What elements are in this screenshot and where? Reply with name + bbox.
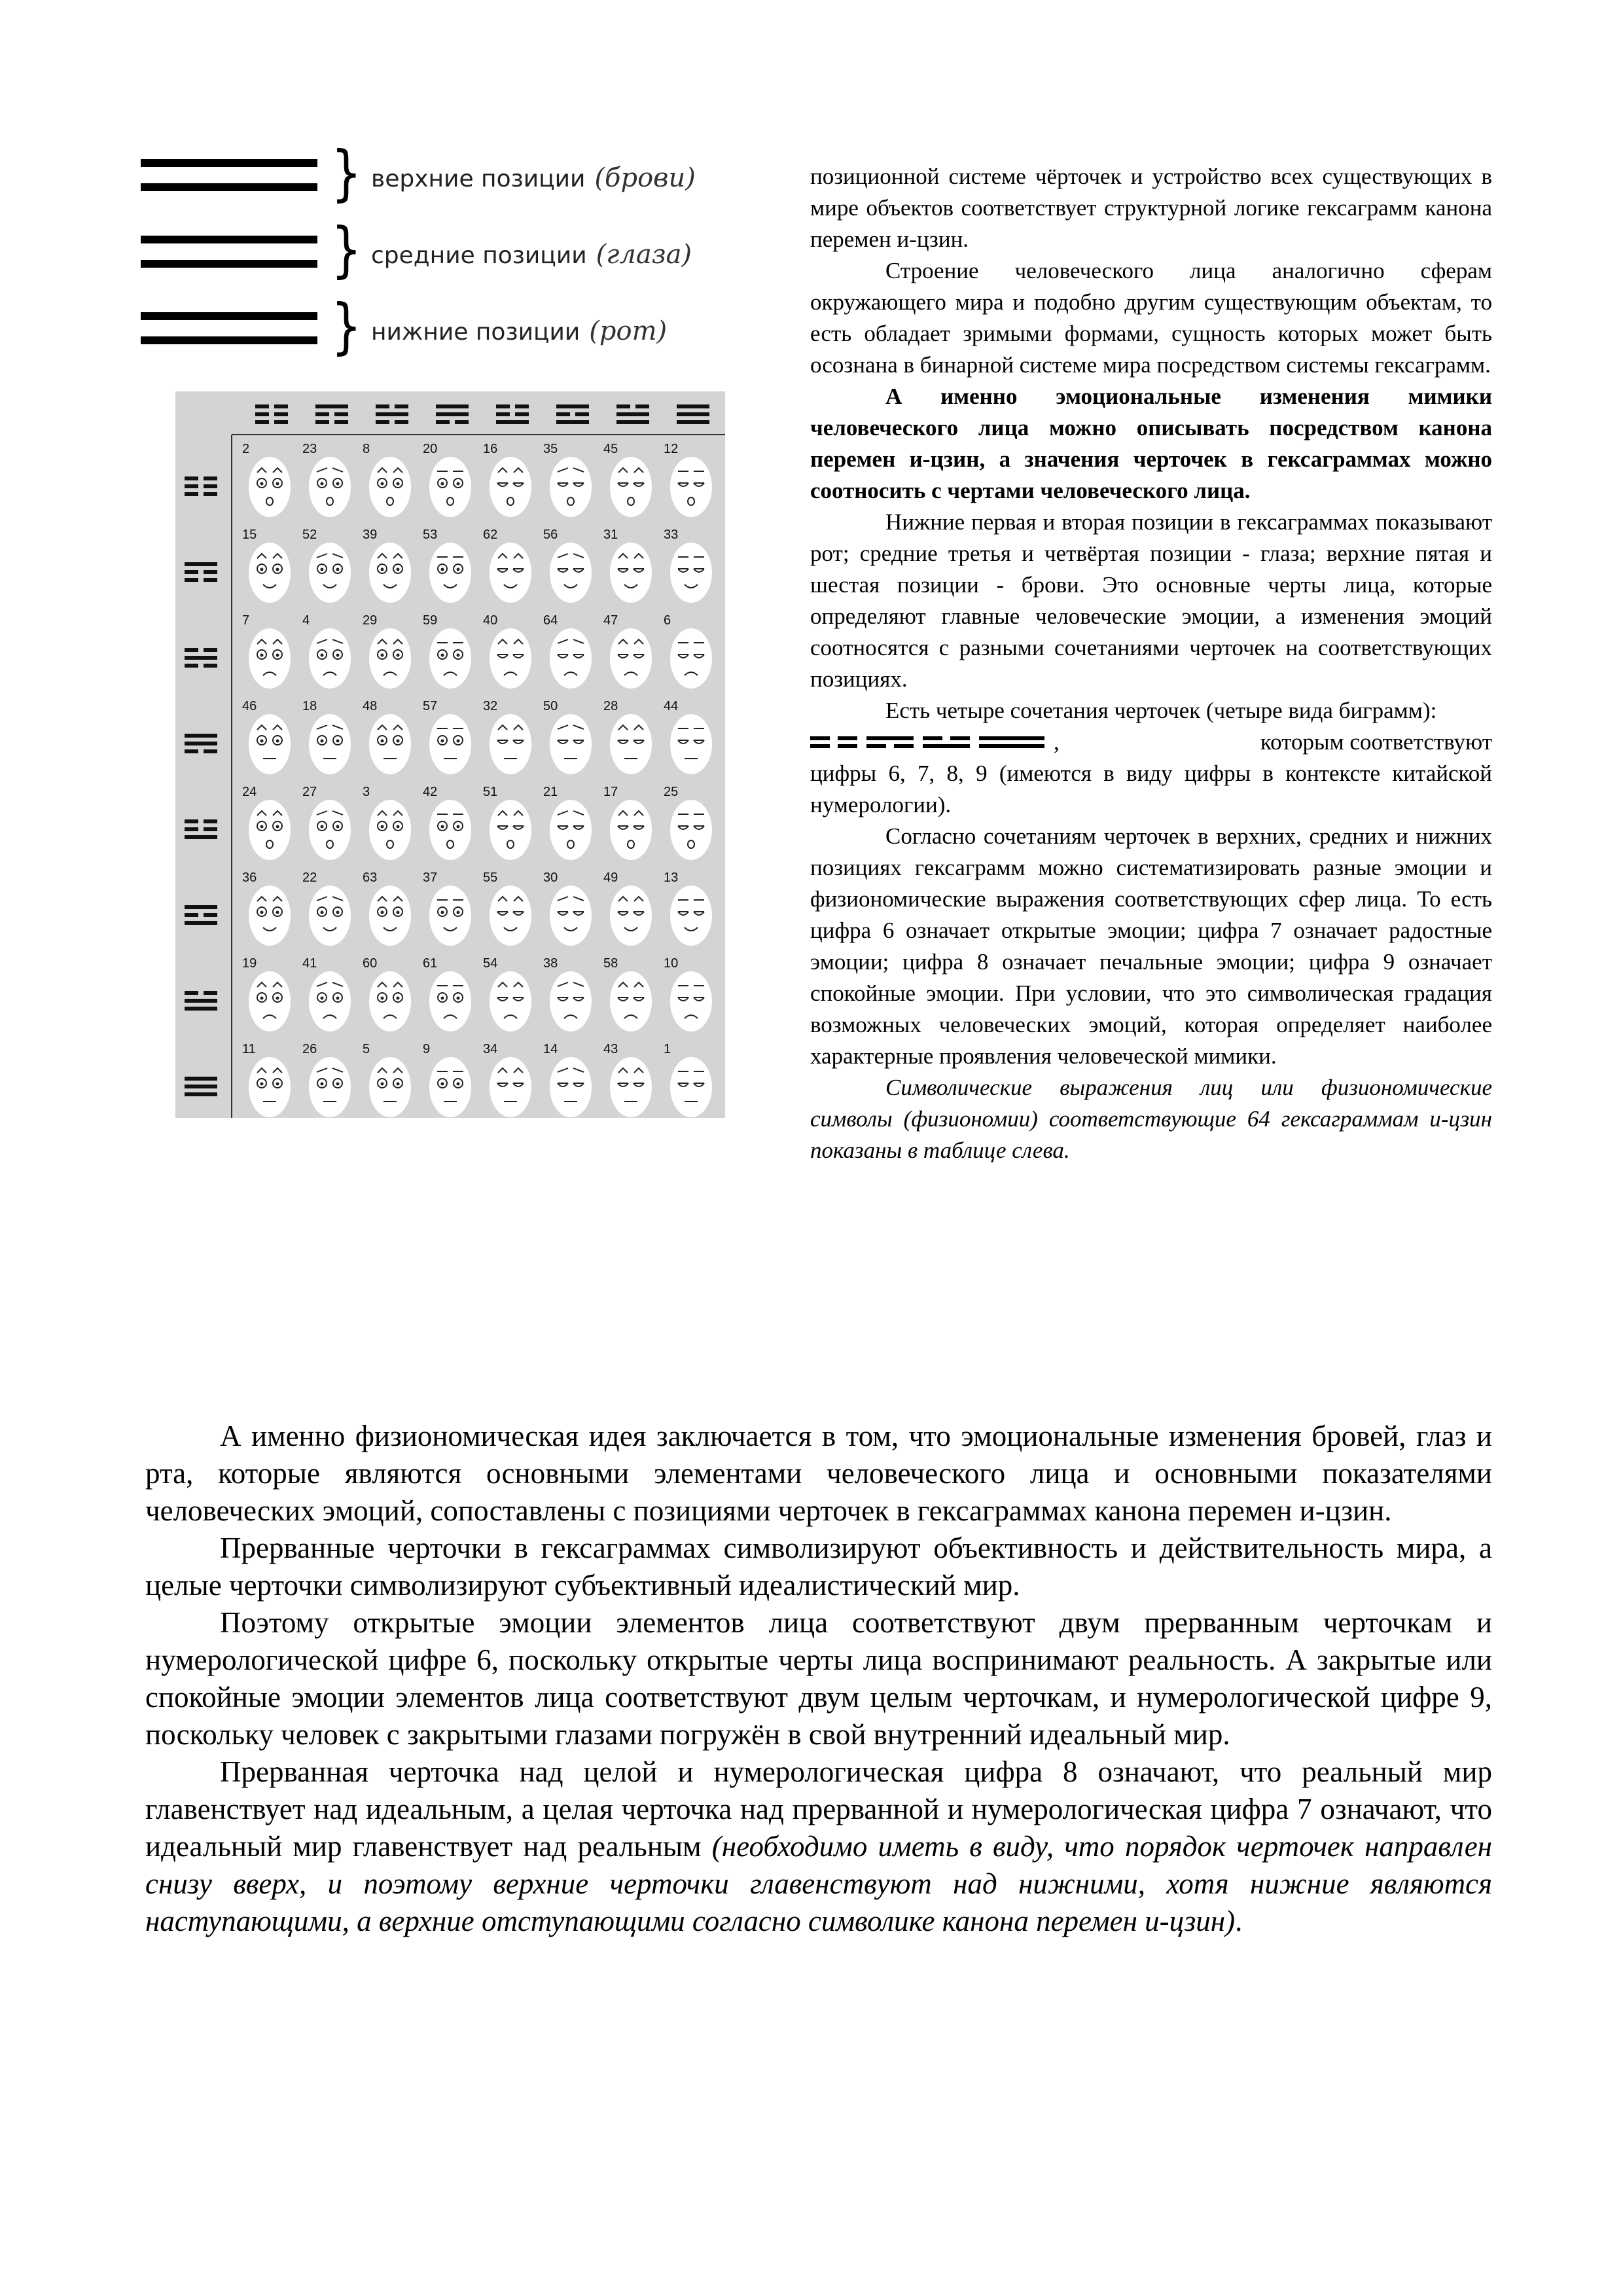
- hexagram-number: 4: [302, 613, 310, 628]
- hexagram-number: 45: [603, 442, 618, 456]
- column-trigram-icon: [496, 404, 529, 424]
- row-trigram-icon: [185, 991, 217, 1011]
- face-oval: [429, 714, 471, 774]
- face-oval: [550, 886, 592, 946]
- face-oval: [249, 543, 291, 603]
- paragraph: Есть четыре сочетания черточек (четыре вида биграмм):: [885, 698, 1437, 723]
- face-oval: [309, 971, 351, 1031]
- face-oval: [610, 886, 652, 946]
- face-oval: [369, 543, 411, 603]
- hexagram-number: 3: [363, 785, 370, 799]
- face-oval: [670, 714, 712, 774]
- column-trigram-icon: [616, 404, 649, 424]
- hexagram-number: 54: [483, 956, 498, 971]
- hexagram-number: 41: [302, 956, 317, 971]
- pupil: [321, 482, 324, 486]
- text-run-italic: (необходимо иметь в виду, что порядок черточек направлен снизу вверх, и поэтому верхние черточки главенствуют над нижними, хотя нижние являются наступающими, а верхние отступающими согласно символике канона перемен и-цзин): [145, 1830, 1492, 1937]
- hexagram-number: 5: [363, 1042, 370, 1056]
- pupil: [336, 1083, 340, 1086]
- hexagram-position-legend: [141, 138, 730, 370]
- hexagram-number: 18: [302, 699, 317, 713]
- face-oval: [610, 457, 652, 517]
- face-oval: [610, 628, 652, 689]
- hexagram-number: 48: [363, 699, 378, 713]
- pupil: [441, 568, 444, 571]
- bigram-6-icon: [810, 735, 857, 749]
- face-oval: [249, 971, 291, 1031]
- pupil: [260, 740, 264, 743]
- row-trigram-icon: [185, 1077, 217, 1096]
- pupil: [381, 740, 384, 743]
- pupil: [441, 911, 444, 914]
- face-oval: [249, 1057, 291, 1117]
- hexagram-number: 26: [302, 1042, 317, 1056]
- face-oval: [369, 800, 411, 860]
- column-trigram-icon: [436, 404, 469, 424]
- hexagram-number: 2: [242, 442, 250, 456]
- pupil: [381, 482, 384, 486]
- hexagram-number: 10: [664, 956, 679, 971]
- hexagram-number: 29: [363, 613, 378, 628]
- hexagram-number: 31: [603, 528, 618, 542]
- hexagram-number: 46: [242, 699, 257, 713]
- pupil: [397, 482, 400, 486]
- paragraph: позиционной системе чёрточек и устройство всех существующих в мире объектов соответствует структурной логике гексаграмм канона перемен и-цзин.: [810, 164, 1492, 252]
- bigram-comma: ,: [1054, 729, 1060, 755]
- pupil: [260, 1083, 264, 1086]
- brace-icon: }: [330, 215, 362, 285]
- hexagram-number: 24: [242, 785, 257, 799]
- pupil: [321, 1083, 324, 1086]
- face-oval: [550, 543, 592, 603]
- hexagram-number: 15: [242, 528, 257, 542]
- face-oval: [670, 971, 712, 1031]
- face-oval: [369, 1057, 411, 1117]
- face-oval: [490, 1057, 531, 1117]
- hexagram-number: 1: [664, 1042, 671, 1056]
- face-oval: [670, 457, 712, 517]
- face-oval: [309, 714, 351, 774]
- bigram-7-icon: [866, 735, 914, 749]
- pupil: [260, 997, 264, 1000]
- bigram-text: которым соответствуют: [1260, 729, 1492, 755]
- pupil: [397, 997, 400, 1000]
- hexagram-number: 55: [483, 870, 498, 885]
- hexagram-number: 30: [543, 870, 558, 885]
- legend-line: [141, 260, 317, 268]
- pupil: [321, 568, 324, 571]
- text-run: Прерванная черточка над целой и нумерологическая цифра 8 означают, что реальный мир главенствует над идеальным, а целая черточка над прерванной и нумерологическая цифра 7 означают, что идеальный мир главенствует над реальным: [145, 1755, 1492, 1863]
- face-oval: [429, 628, 471, 689]
- pupil: [441, 482, 444, 486]
- paragraph: Нижние первая и вторая позиции в гексаграммах показывают рот; средние третья и четвёртая позиции - глаза; верхние пятая и шестая позиции - брови. Это основные черты лица, которые определяют главные человеческие эмоции, а изменения эмоций соотносятся с разными сочетаниями черточек на соответствующих позициях.: [810, 509, 1492, 692]
- pupil: [260, 911, 264, 914]
- bigram-9-icon: [979, 735, 1044, 749]
- pupil: [276, 1083, 279, 1086]
- pupil: [260, 654, 264, 657]
- hexagram-number: 21: [543, 785, 558, 799]
- hexagram-number: 64: [543, 613, 558, 628]
- face-oval: [550, 628, 592, 689]
- pupil: [336, 654, 340, 657]
- pupil: [397, 568, 400, 571]
- face-oval: [490, 971, 531, 1031]
- pupil: [276, 825, 279, 829]
- face-oval: [490, 543, 531, 603]
- face-oval: [670, 800, 712, 860]
- hexagram-number: 34: [483, 1042, 498, 1056]
- legend-line: [141, 312, 317, 320]
- pupil: [441, 1083, 444, 1086]
- paragraph: Согласно сочетаниям черточек в верхних, средних и нижних позициях гексаграмм можно систематизировать разные эмоции и физиономические выражения соответствующих сфер лица. То есть цифра 6 означает открытые эмоции; цифра 7 означает радостные эмоции; цифра 8 означает печальные эмоции; цифра 9 означает спокойные эмоции. При условии, что это символическая градация возможных человеческих эмоций, которая определяет наиболее характерные проявления человеческой мимики.: [810, 823, 1492, 1069]
- hexagram-number: 36: [242, 870, 257, 885]
- hexagram-number: 39: [363, 528, 378, 542]
- pupil: [457, 825, 460, 829]
- legend-label: средние позиции: [371, 242, 587, 269]
- bigram-glyphs: [810, 726, 1060, 758]
- hexagram-number: 58: [603, 956, 618, 971]
- face-oval: [670, 543, 712, 603]
- bigram-line: [810, 726, 1492, 758]
- pupil: [381, 654, 384, 657]
- paragraph: [145, 1753, 1492, 1940]
- pupil: [321, 911, 324, 914]
- physiognomy-hexagram-table: [175, 391, 725, 1118]
- column-trigram-icon: [677, 404, 709, 424]
- hexagram-number: 37: [423, 870, 438, 885]
- face-oval: [610, 800, 652, 860]
- face-oval: [550, 714, 592, 774]
- hexagram-number: 23: [302, 442, 317, 456]
- pupil: [276, 482, 279, 486]
- hexagram-number: 43: [603, 1042, 618, 1056]
- hexagram-number: 62: [483, 528, 498, 542]
- hexagram-number: 9: [423, 1042, 431, 1056]
- hexagram-number: 13: [664, 870, 679, 885]
- pupil: [336, 482, 340, 486]
- hexagram-number: 17: [603, 785, 618, 799]
- hexagram-number: 53: [423, 528, 438, 542]
- pupil: [260, 825, 264, 829]
- legend-label: верхние позиции: [371, 166, 586, 192]
- face-oval: [249, 714, 291, 774]
- hexagram-number: 38: [543, 956, 558, 971]
- hexagram-number: 6: [664, 613, 671, 628]
- pupil: [276, 568, 279, 571]
- brace-icon: }: [330, 291, 362, 361]
- face-oval: [610, 1057, 652, 1117]
- hexagram-number: 63: [363, 870, 378, 885]
- hexagram-number: 61: [423, 956, 438, 971]
- caption-italic: Символические выражения лиц или физиономические символы (физиономии) соответствующие 64 гексаграммам и-цзин показаны в таблице слева.: [810, 1075, 1492, 1163]
- pupil: [321, 997, 324, 1000]
- pupil: [441, 654, 444, 657]
- pupil: [276, 997, 279, 1000]
- legend-line: [141, 336, 317, 344]
- pupil: [457, 997, 460, 1000]
- pupil: [457, 654, 460, 657]
- main-text: [145, 1418, 1492, 1940]
- face-oval: [429, 971, 471, 1031]
- hexagram-number: 49: [603, 870, 618, 885]
- hexagram-number: 42: [423, 785, 438, 799]
- face-oval: [309, 543, 351, 603]
- face-oval: [670, 886, 712, 946]
- hexagram-number: 8: [363, 442, 370, 456]
- row-trigram-icon: [185, 476, 217, 496]
- pupil: [381, 911, 384, 914]
- pupil: [336, 568, 340, 571]
- pupil: [397, 740, 400, 743]
- paragraph-bold: А именно эмоциональные изменения мимики человеческого лица можно описывать посредством канона перемен и-цзин, а значения черточек в гексаграммах можно соотносить с чертами человеческого лица.: [810, 384, 1492, 503]
- face-oval: [490, 714, 531, 774]
- hexagram-number: 47: [603, 613, 618, 628]
- face-oval: [490, 886, 531, 946]
- row-trigram-icon: [185, 819, 217, 839]
- paragraph: цифры 6, 7, 8, 9 (имеются в виду цифры в контексте китайской нумерологии).: [810, 761, 1492, 817]
- legend-lower: [141, 291, 730, 361]
- pupil: [260, 482, 264, 486]
- right-column-text: [810, 161, 1492, 1166]
- hexagram-number: 59: [423, 613, 438, 628]
- pupil: [441, 825, 444, 829]
- pupil: [397, 1083, 400, 1086]
- hexagram-number: 60: [363, 956, 378, 971]
- face-oval: [369, 971, 411, 1031]
- hexagram-number: 52: [302, 528, 317, 542]
- face-oval: [429, 800, 471, 860]
- hexagram-number: 16: [483, 442, 498, 456]
- hexagram-number: 22: [302, 870, 317, 885]
- face-oval: [309, 800, 351, 860]
- pupil: [276, 654, 279, 657]
- pupil: [381, 1083, 384, 1086]
- hexagram-number: 7: [242, 613, 250, 628]
- pupil: [381, 825, 384, 829]
- pupil: [441, 740, 444, 743]
- brace-icon: }: [330, 138, 362, 208]
- pupil: [321, 825, 324, 829]
- face-table-svg: [175, 391, 725, 1118]
- paragraph: Строение человеческого лица аналогично сферам окружающего мира и подобно другим существующим объектам, то есть обладает зримыми формами, сущность которых может быть осознана в бинарной системе мира посредством системы гексаграмм.: [810, 258, 1492, 378]
- pupil: [397, 654, 400, 657]
- face-oval: [610, 543, 652, 603]
- pupil: [381, 997, 384, 1000]
- pupil: [336, 740, 340, 743]
- row-trigram-icon: [185, 905, 217, 925]
- face-oval: [670, 1057, 712, 1117]
- legend-label: нижние позиции: [371, 319, 580, 346]
- face-oval: [309, 1057, 351, 1117]
- pupil: [457, 1083, 460, 1086]
- legend-upper: [141, 138, 730, 208]
- face-oval: [550, 457, 592, 517]
- column-trigram-icon: [556, 404, 589, 424]
- face-oval: [249, 457, 291, 517]
- face-oval: [309, 457, 351, 517]
- legend-middle: [141, 215, 730, 285]
- hexagram-number: 28: [603, 699, 618, 713]
- legend-part: (глаза): [596, 240, 692, 270]
- pupil: [321, 654, 324, 657]
- face-oval: [249, 628, 291, 689]
- hexagram-number: 50: [543, 699, 558, 713]
- paragraph: Поэтому открытые эмоции элементов лица соответствуют двум прерванным черточкам и нумерологической цифре 6, поскольку открытые черты лица воспринимают реальность. А закрытые или спокойные эмоции элементов лица соответствуют двум целым черточкам, и нумерологической цифре 9, поскольку человек с закрытыми глазами погружён в свой внутренний идеальный мир.: [145, 1606, 1492, 1751]
- face-oval: [550, 800, 592, 860]
- hexagram-number: 14: [543, 1042, 558, 1056]
- face-oval: [369, 714, 411, 774]
- row-trigram-icon: [185, 648, 217, 668]
- hexagram-number: 20: [423, 442, 438, 456]
- pupil: [336, 825, 340, 829]
- hexagram-number: 57: [423, 699, 438, 713]
- pupil: [457, 482, 460, 486]
- pupil: [397, 825, 400, 829]
- hexagram-number: 12: [664, 442, 679, 456]
- pupil: [441, 997, 444, 1000]
- row-trigram-icon: [185, 562, 217, 582]
- paragraph: А именно физиономическая идея заключается в том, что эмоциональные изменения бровей, глаз и рта, которые являются основными элементами человеческого лица и основными показателями человеческих эмоций, сопоставлены с позициями черточек в гексаграммах канона перемен и-цзин.: [145, 1420, 1492, 1527]
- face-oval: [610, 971, 652, 1031]
- pupil: [276, 740, 279, 743]
- face-oval: [490, 800, 531, 860]
- face-oval: [429, 1057, 471, 1117]
- face-oval: [369, 886, 411, 946]
- face-oval: [490, 457, 531, 517]
- pupil: [457, 911, 460, 914]
- column-trigram-icon: [255, 404, 288, 424]
- face-oval: [490, 628, 531, 689]
- paragraph: Прерванные черточки в гексаграммах символизируют объективность и действительность мира, а целые черточки символизируют субъективный идеалистический мир.: [145, 1532, 1492, 1602]
- hexagram-number: 19: [242, 956, 257, 971]
- face-oval: [670, 628, 712, 689]
- row-trigram-icon: [185, 734, 217, 753]
- pupil: [276, 911, 279, 914]
- hexagram-number: 44: [664, 699, 679, 713]
- hexagram-number: 56: [543, 528, 558, 542]
- face-oval: [249, 800, 291, 860]
- column-trigram-icon: [315, 404, 348, 424]
- hexagram-number: 33: [664, 528, 679, 542]
- legend-part: (брови): [594, 163, 696, 193]
- legend-line: [141, 183, 317, 191]
- legend-part: (рот): [589, 316, 668, 346]
- bigram-8-icon: [923, 735, 970, 749]
- pupil: [260, 568, 264, 571]
- face-oval: [309, 886, 351, 946]
- face-oval: [429, 543, 471, 603]
- face-oval: [550, 971, 592, 1031]
- hexagram-number: 35: [543, 442, 558, 456]
- hexagram-number: 25: [664, 785, 679, 799]
- face-oval: [309, 628, 351, 689]
- text-run: .: [1235, 1905, 1243, 1937]
- pupil: [397, 911, 400, 914]
- pupil: [321, 740, 324, 743]
- legend-line: [141, 159, 317, 167]
- face-oval: [369, 628, 411, 689]
- hexagram-number: 51: [483, 785, 498, 799]
- face-oval: [610, 714, 652, 774]
- legend-line: [141, 236, 317, 243]
- pupil: [381, 568, 384, 571]
- face-oval: [249, 886, 291, 946]
- face-oval: [550, 1057, 592, 1117]
- pupil: [336, 997, 340, 1000]
- hexagram-number: 40: [483, 613, 498, 628]
- hexagram-number: 32: [483, 699, 498, 713]
- pupil: [457, 740, 460, 743]
- hexagram-number: 11: [242, 1042, 256, 1056]
- pupil: [336, 911, 340, 914]
- face-oval: [429, 457, 471, 517]
- pupil: [457, 568, 460, 571]
- column-trigram-icon: [376, 404, 408, 424]
- face-oval: [369, 457, 411, 517]
- face-oval: [429, 886, 471, 946]
- hexagram-number: 27: [302, 785, 317, 799]
